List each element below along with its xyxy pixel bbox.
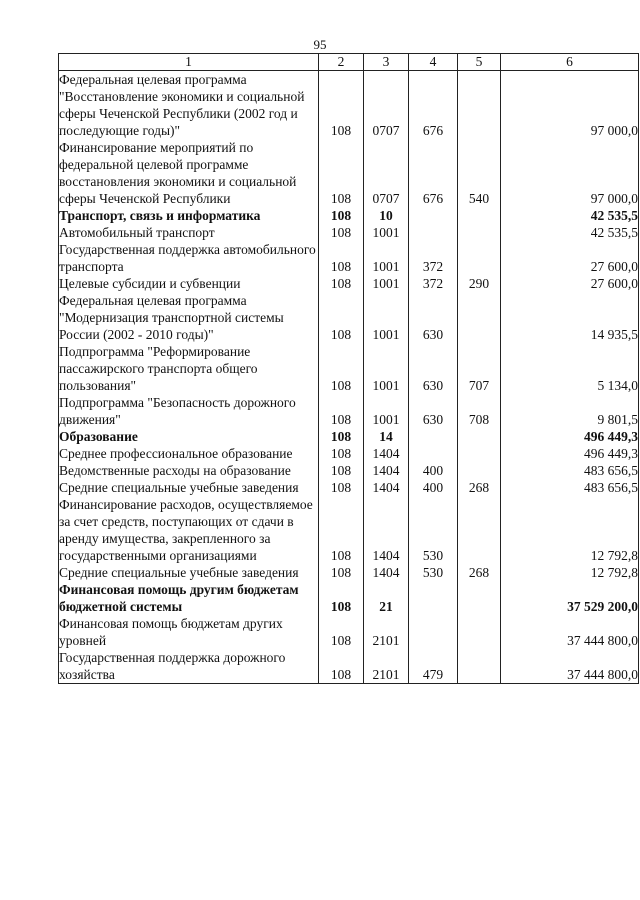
row-target-cell: 400 xyxy=(409,479,458,496)
row-subsection-cell: 1001 xyxy=(364,343,409,394)
column-header: 1 xyxy=(59,54,319,71)
row-amount-cell: 42 535,5 xyxy=(501,224,639,241)
row-amount-cell: 12 792,8 xyxy=(501,496,639,564)
row-name-cell: Государственная поддержка дорожного хозяйства xyxy=(59,649,319,684)
row-target-cell: 479 xyxy=(409,649,458,684)
row-section-cell: 108 xyxy=(319,649,364,684)
row-expense-type-cell: 268 xyxy=(458,479,501,496)
row-subsection-cell: 1001 xyxy=(364,241,409,275)
table-row xyxy=(59,241,639,275)
row-target-cell xyxy=(409,615,458,649)
table-row xyxy=(59,615,639,649)
row-target-cell: 372 xyxy=(409,275,458,292)
row-section-cell: 108 xyxy=(319,445,364,462)
row-subsection-cell: 14 xyxy=(364,428,409,445)
row-amount-cell: 496 449,3 xyxy=(501,445,639,462)
table-row xyxy=(59,564,639,581)
row-expense-type-cell: 540 xyxy=(458,139,501,207)
row-subsection-cell: 1404 xyxy=(364,564,409,581)
row-expense-type-cell: 708 xyxy=(458,394,501,428)
row-subsection-cell: 10 xyxy=(364,207,409,224)
row-amount-cell: 483 656,5 xyxy=(501,462,639,479)
column-header: 3 xyxy=(364,54,409,71)
row-section-cell: 108 xyxy=(319,479,364,496)
table-row xyxy=(59,207,639,224)
row-name-cell: Целевые субсидии и субвенции xyxy=(59,275,319,292)
row-amount-cell: 42 535,5 xyxy=(501,207,639,224)
row-subsection-cell: 0707 xyxy=(364,139,409,207)
header-row xyxy=(59,54,639,71)
row-amount-cell: 12 792,8 xyxy=(501,564,639,581)
table-row xyxy=(59,581,639,615)
row-expense-type-cell xyxy=(458,224,501,241)
row-section-cell: 108 xyxy=(319,615,364,649)
row-target-cell xyxy=(409,224,458,241)
row-target-cell xyxy=(409,428,458,445)
row-amount-cell: 9 801,5 xyxy=(501,394,639,428)
row-name-cell: Средние специальные учебные заведения xyxy=(59,564,319,581)
column-header: 4 xyxy=(409,54,458,71)
row-target-cell xyxy=(409,581,458,615)
row-name-cell: Финансирование расходов, осуществляемое за счет средств, поступающих от сдачи в аренду имущества, закрепленного за государственными организациями xyxy=(59,496,319,564)
row-subsection-cell: 0707 xyxy=(364,71,409,140)
column-header: 5 xyxy=(458,54,501,71)
table-row xyxy=(59,394,639,428)
row-name-cell: Автомобильный транспорт xyxy=(59,224,319,241)
row-amount-cell: 27 600,0 xyxy=(501,241,639,275)
row-section-cell: 108 xyxy=(319,292,364,343)
table-row xyxy=(59,496,639,564)
row-target-cell: 372 xyxy=(409,241,458,275)
table-row xyxy=(59,428,639,445)
row-target-cell xyxy=(409,207,458,224)
row-amount-cell: 97 000,0 xyxy=(501,139,639,207)
row-expense-type-cell xyxy=(458,462,501,479)
table-row xyxy=(59,275,639,292)
row-subsection-cell: 2101 xyxy=(364,615,409,649)
row-name-cell: Среднее профессиональное образование xyxy=(59,445,319,462)
row-expense-type-cell: 707 xyxy=(458,343,501,394)
row-amount-cell: 483 656,5 xyxy=(501,479,639,496)
table-body xyxy=(59,71,639,684)
row-name-cell: Образование xyxy=(59,428,319,445)
table-row xyxy=(59,462,639,479)
table-row xyxy=(59,71,639,140)
row-subsection-cell: 1404 xyxy=(364,479,409,496)
column-header: 2 xyxy=(319,54,364,71)
row-expense-type-cell xyxy=(458,207,501,224)
row-amount-cell: 5 134,0 xyxy=(501,343,639,394)
row-amount-cell: 14 935,5 xyxy=(501,292,639,343)
row-name-cell: Подпрограмма "Безопасность дорожного движения" xyxy=(59,394,319,428)
row-name-cell: Подпрограмма "Реформирование пассажирского транспорта общего пользования" xyxy=(59,343,319,394)
row-name-cell: Федеральная целевая программа "Восстановление экономики и социальной сферы Чеченской Республики (2002 год и последующие годы)" xyxy=(59,71,319,140)
row-subsection-cell: 1404 xyxy=(364,496,409,564)
row-target-cell: 630 xyxy=(409,292,458,343)
row-section-cell: 108 xyxy=(319,224,364,241)
row-section-cell: 108 xyxy=(319,207,364,224)
row-amount-cell: 496 449,3 xyxy=(501,428,639,445)
row-expense-type-cell xyxy=(458,428,501,445)
row-target-cell: 530 xyxy=(409,564,458,581)
row-section-cell: 108 xyxy=(319,139,364,207)
row-expense-type-cell xyxy=(458,445,501,462)
table-row xyxy=(59,445,639,462)
row-subsection-cell: 1404 xyxy=(364,445,409,462)
row-expense-type-cell xyxy=(458,292,501,343)
row-target-cell: 676 xyxy=(409,139,458,207)
row-expense-type-cell xyxy=(458,71,501,140)
row-expense-type-cell xyxy=(458,649,501,684)
row-section-cell: 108 xyxy=(319,343,364,394)
row-amount-cell: 97 000,0 xyxy=(501,71,639,140)
row-target-cell: 630 xyxy=(409,394,458,428)
row-name-cell: Государственная поддержка автомобильного транспорта xyxy=(59,241,319,275)
row-target-cell xyxy=(409,445,458,462)
row-target-cell: 630 xyxy=(409,343,458,394)
row-subsection-cell: 1404 xyxy=(364,462,409,479)
column-header: 6 xyxy=(501,54,639,71)
row-target-cell: 530 xyxy=(409,496,458,564)
row-name-cell: Финансовая помощь другим бюджетам бюджетной системы xyxy=(59,581,319,615)
row-name-cell: Средние специальные учебные заведения xyxy=(59,479,319,496)
row-amount-cell: 37 444 800,0 xyxy=(501,649,639,684)
table-row xyxy=(59,292,639,343)
table-row xyxy=(59,139,639,207)
row-subsection-cell: 2101 xyxy=(364,649,409,684)
row-section-cell: 108 xyxy=(319,241,364,275)
row-section-cell: 108 xyxy=(319,564,364,581)
row-section-cell: 108 xyxy=(319,581,364,615)
row-expense-type-cell xyxy=(458,496,501,564)
table-row xyxy=(59,649,639,684)
row-name-cell: Федеральная целевая программа "Модернизация транспортной системы России (2002 - 2010 годы)" xyxy=(59,292,319,343)
row-expense-type-cell: 290 xyxy=(458,275,501,292)
row-subsection-cell: 1001 xyxy=(364,224,409,241)
row-expense-type-cell: 268 xyxy=(458,564,501,581)
row-amount-cell: 37 529 200,0 xyxy=(501,581,639,615)
table-row xyxy=(59,224,639,241)
budget-table xyxy=(58,53,639,684)
row-subsection-cell: 1001 xyxy=(364,394,409,428)
row-expense-type-cell xyxy=(458,581,501,615)
row-expense-type-cell xyxy=(458,241,501,275)
row-name-cell: Транспорт, связь и информатика xyxy=(59,207,319,224)
row-target-cell: 400 xyxy=(409,462,458,479)
row-section-cell: 108 xyxy=(319,71,364,140)
row-section-cell: 108 xyxy=(319,428,364,445)
row-target-cell: 676 xyxy=(409,71,458,140)
row-subsection-cell: 1001 xyxy=(364,292,409,343)
row-subsection-cell: 1001 xyxy=(364,275,409,292)
row-name-cell: Ведомственные расходы на образование xyxy=(59,462,319,479)
row-amount-cell: 37 444 800,0 xyxy=(501,615,639,649)
row-expense-type-cell xyxy=(458,615,501,649)
row-section-cell: 108 xyxy=(319,462,364,479)
row-section-cell: 108 xyxy=(319,275,364,292)
table-row xyxy=(59,479,639,496)
page-number: 95 xyxy=(313,37,327,52)
row-amount-cell: 27 600,0 xyxy=(501,275,639,292)
row-name-cell: Финансирование мероприятий по федеральной целевой программе восстановления экономики и социальной сферы Чеченской Республики xyxy=(59,139,319,207)
row-section-cell: 108 xyxy=(319,496,364,564)
row-section-cell: 108 xyxy=(319,394,364,428)
row-name-cell: Финансовая помощь бюджетам других уровней xyxy=(59,615,319,649)
table-row xyxy=(59,343,639,394)
row-subsection-cell: 21 xyxy=(364,581,409,615)
